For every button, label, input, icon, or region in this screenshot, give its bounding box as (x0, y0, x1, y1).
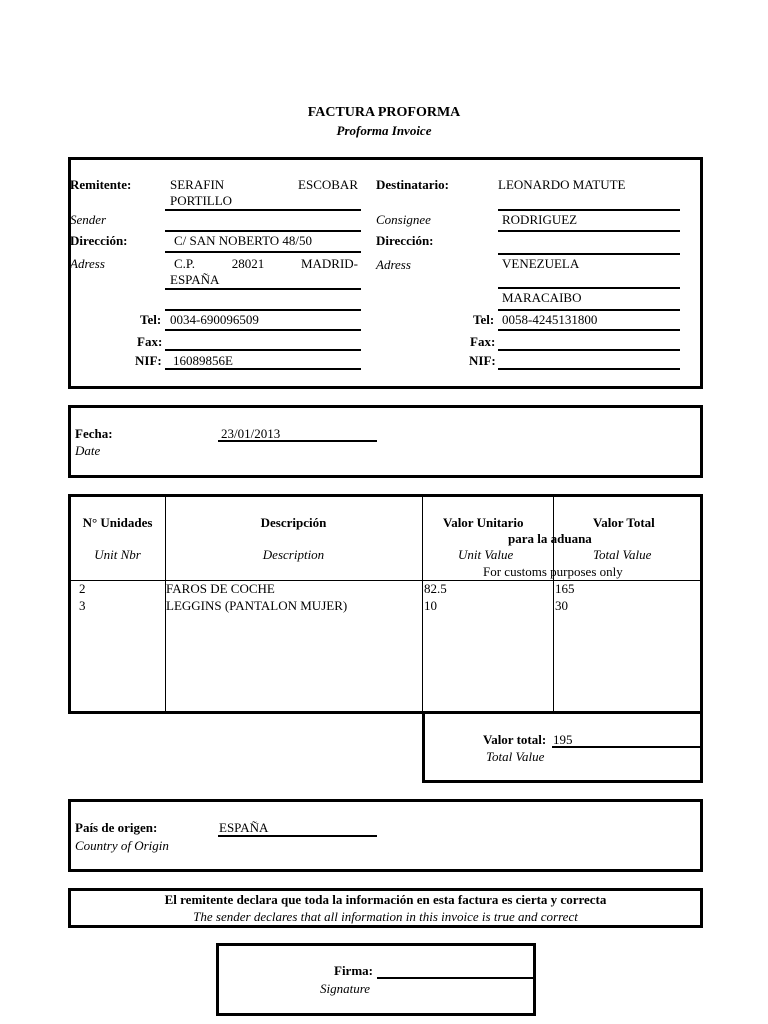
signature-box (216, 943, 536, 1016)
col-header-unit-value-en: Unit Value (458, 547, 514, 562)
origin-label: País de origen: (75, 820, 158, 835)
recipient-name-underline2 (498, 230, 680, 232)
sender-label: Remitente: (70, 177, 132, 192)
total-label-en: Total Value (486, 749, 545, 764)
sender-address-postcode: 28021 (231, 256, 265, 271)
col-header-customs-note: para la aduana (508, 531, 592, 546)
row-2-unit-value: 10 (424, 598, 437, 613)
sender-address-city: MADRID- (300, 256, 358, 271)
origin-label-en: Country of Origin (75, 838, 169, 853)
recipient-address-line3: MARACAIBO (502, 290, 582, 305)
date-label-en: Date (75, 443, 101, 458)
sender-address-underline2 (165, 288, 361, 290)
date-box (68, 405, 703, 478)
signature-label: Firma: (334, 963, 373, 978)
items-col-divider-3 (553, 496, 554, 712)
row-1-unit-value: 82.5 (424, 581, 447, 596)
sender-nif-value: 16089856E (173, 353, 233, 368)
recipient-address-underline1 (498, 253, 680, 255)
sender-name-underline (165, 209, 361, 211)
recipient-fax-underline (498, 349, 680, 351)
col-header-unit-value: Valor Unitario (443, 515, 524, 530)
sender-nif-label: NIF: (135, 353, 162, 368)
row-1-description: FAROS DE COCHE (166, 581, 275, 596)
document-subtitle: Proforma Invoice (336, 123, 432, 138)
recipient-fax-label: Fax: (470, 334, 496, 349)
row-2-description: LEGGINS (PANTALON MUJER) (166, 598, 348, 613)
col-header-total-value: Valor Total (593, 515, 655, 530)
recipient-label-en: Consignee (376, 212, 431, 227)
total-label: Valor total: (483, 732, 547, 747)
declaration-text: El remitente declara que toda la información en esta factura es cierta y correcta (164, 892, 607, 907)
sender-name-line2: PORTILLO (170, 193, 233, 208)
sender-tel-underline (165, 329, 361, 331)
recipient-name-line2: RODRIGUEZ (502, 212, 578, 227)
recipient-address-label: Dirección: (376, 233, 434, 248)
document-title: FACTURA PROFORMA (307, 105, 461, 120)
sender-address-underline3 (165, 309, 361, 311)
recipient-address-label-en: Adress (376, 257, 411, 272)
row-2-total-value: 30 (555, 598, 568, 613)
row-1-total-value: 165 (555, 581, 575, 596)
origin-value: ESPAÑA (219, 820, 269, 835)
sender-fax-label: Fax: (137, 334, 163, 349)
origin-box (68, 799, 703, 872)
row-1-units: 2 (79, 581, 86, 596)
recipient-name-underline1 (498, 209, 680, 211)
recipient-label: Destinatario: (376, 177, 449, 192)
sender-line2-underline (165, 230, 361, 232)
sender-address-underline1 (165, 251, 361, 253)
row-2-units: 3 (79, 598, 86, 613)
recipient-address-underline2 (498, 287, 680, 289)
recipient-nif-label: NIF: (469, 353, 496, 368)
date-value: 23/01/2013 (221, 426, 281, 441)
date-underline (218, 440, 377, 442)
total-underline (552, 746, 700, 748)
recipient-tel-underline (498, 329, 680, 331)
date-label: Fecha: (75, 426, 113, 441)
sender-nif-underline (165, 368, 361, 370)
sender-address-line1: C/ SAN NOBERTO 48/50 (174, 233, 313, 248)
sender-address-line2 (174, 256, 358, 272)
recipient-address-underline3 (498, 309, 680, 311)
items-col-divider-2 (422, 496, 423, 712)
sender-fax-underline (165, 349, 361, 351)
signature-label-en: Signature (320, 981, 371, 996)
recipient-nif-underline (498, 368, 680, 370)
col-header-units-en: Unit Nbr (94, 547, 141, 562)
sender-address-line3: ESPAÑA (170, 272, 220, 287)
col-header-customs-note-en: For customs purposes only (483, 564, 623, 579)
col-header-description: Descripción (260, 515, 327, 530)
origin-underline (218, 835, 377, 837)
sender-name-first: SERAFIN (170, 177, 225, 192)
sender-address-cp-label: C.P. (174, 256, 195, 271)
signature-line[interactable] (377, 977, 534, 979)
sender-tel-value: 0034-690096509 (170, 312, 259, 327)
sender-label-en: Sender (70, 212, 107, 227)
sender-address-label-en: Adress (70, 256, 105, 271)
recipient-address-line2: VENEZUELA (502, 256, 580, 271)
sender-name-last: ESCOBAR (298, 177, 358, 192)
col-header-units: N° Unidades (82, 515, 153, 530)
recipient-tel-label: Tel: (473, 312, 495, 327)
total-value: 195 (553, 732, 573, 747)
col-header-description-en: Description (262, 547, 325, 562)
col-header-total-value-en: Total Value (593, 547, 652, 562)
recipient-name-line1: LEONARDO MATUTE (498, 177, 626, 192)
sender-name-line1 (170, 177, 358, 193)
items-header-divider (70, 580, 701, 581)
sender-tel-label: Tel: (140, 312, 162, 327)
declaration-text-en: The sender declares that all information in this invoice is true and correct (193, 909, 578, 924)
recipient-tel-value: 0058-4245131800 (502, 312, 598, 327)
sender-address-label: Dirección: (70, 233, 128, 248)
